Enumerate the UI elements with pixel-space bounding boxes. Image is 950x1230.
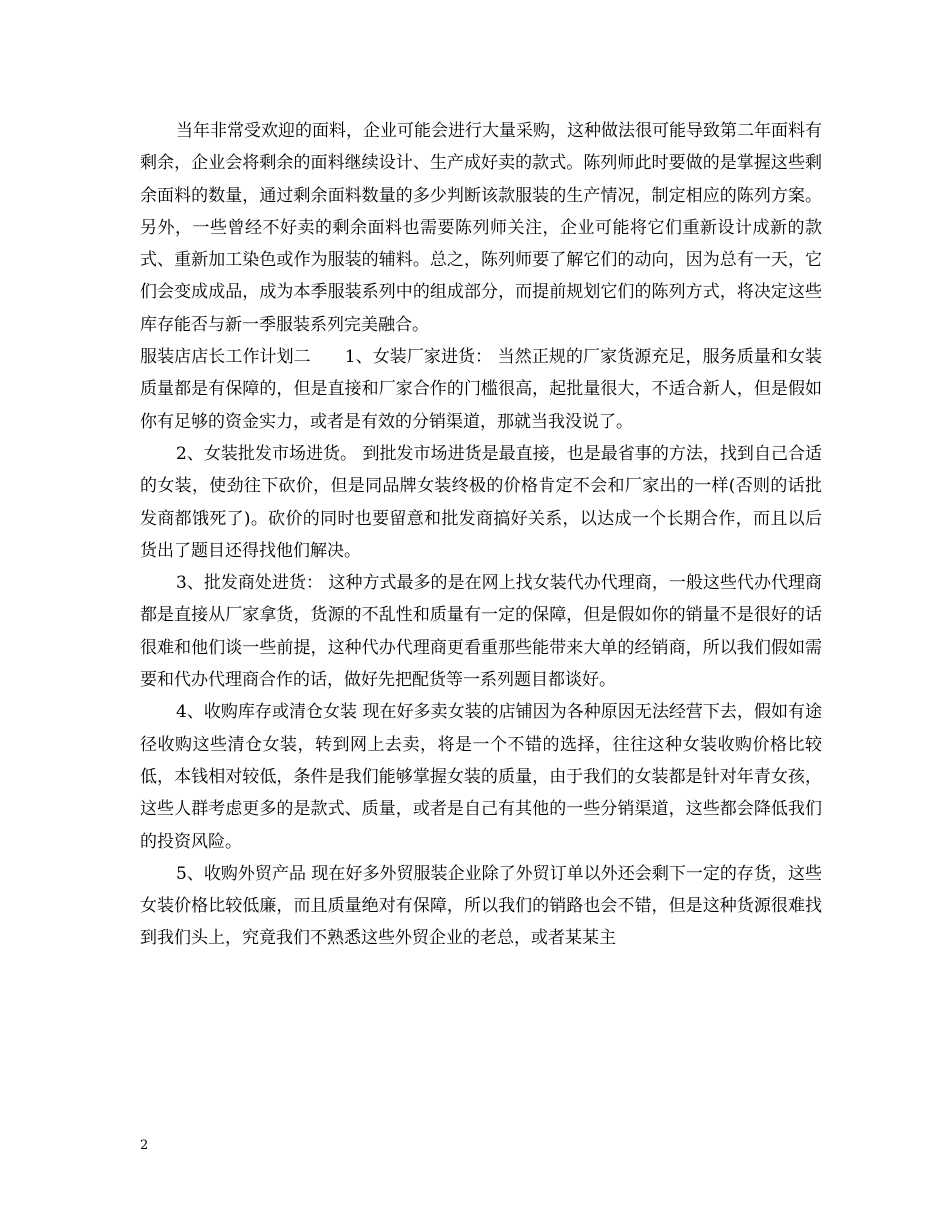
document-body [140, 115, 822, 955]
paragraph-fabric: 当年非常受欢迎的面料，企业可能会进行大量采购，这种做法很可能导致第二年面料有剩余，企业会将剩余的面料继续设计、生产成好卖的款式。陈列师此时要做的是掌握这些剩余面料的数量，通过剩余面料数量的多少判断该款服装的生产情况，制定相应的陈列方案。另外，一些曾经不好卖的剩余面料也需要陈列师关注，企业可能将它们重新设计成新的款式、重新加工染色或作为服装的辅料。总之，陈列师要了解它们的动向，因为总有一天，它们会变成成品，成为本季服装系列中的组成部分，而提前规划它们的陈列方式，将决定这些库存能否与新一季服装系列完美融合。 [140, 121, 822, 335]
section-heading: 服装店店长工作计划二 [140, 347, 311, 368]
paragraph-plan-two-text: 1、女装厂家进货： 当然正规的厂家货源充足，服务质量和女装质量都是有保障的，但是直接和厂家合作的门槛很高，起批量很大，不适合新人，但是假如你有足够的资金实力，或者是有效的分销渠道，那就当我没说了。 [140, 347, 823, 432]
page-number: 2 [140, 1138, 149, 1153]
paragraph-wholesale-market: 2、女装批发市场进货。 到批发市场进货是最直接，也是最省事的方法，找到自己合适的女装，使劲往下砍价，但是同品牌女装终极的价格肯定不会和厂家出的一样(否则的话批发商都饿死了)。砍价的同时也要留意和批发商搞好关系，以达成一个长期合作，而且以后货出了题目还得找他们解决。 [140, 443, 822, 561]
paragraph-plan-two [140, 341, 822, 438]
paragraph-export-goods: 5、收购外贸产品 现在好多外贸服装企业除了外贸订单以外还会剩下一定的存货，这些女装价格比较低廉，而且质量绝对有保障，所以我们的销路也会不错，但是这种货源很难找到我们头上，究竟我们不熟悉这些外贸企业的老总，或者某某主 [140, 863, 822, 949]
paragraph-clearance: 4、收购库存或清仓女装 现在好多卖女装的店铺因为各种原因无法经营下去，假如有途径收购这些清仓女装，转到网上去卖，将是一个不错的选择，往往这种女装收购价格比较低，本钱相对较低，条件是我们能够掌握女装的质量，由于我们的女装都是针对年青女孩，这些人群考虑更多的是款式、质量，或者是自己有其他的一些分销渠道，这些都会降低我们的投资风险。 [140, 702, 822, 852]
paragraph-wholesaler: 3、批发商处进货： 这种方式最多的是在网上找女装代办代理商，一般这些代办代理商都是直接从厂家拿货，货源的不乱性和质量有一定的保障，但是假如你的销量不是很好的话很难和他们谈一些前提，这种代办代理商更看重那些能带来大单的经销商，所以我们假如需要和代办代理商合作的话，做好先把配货等一系列题目都谈好。 [140, 573, 822, 691]
